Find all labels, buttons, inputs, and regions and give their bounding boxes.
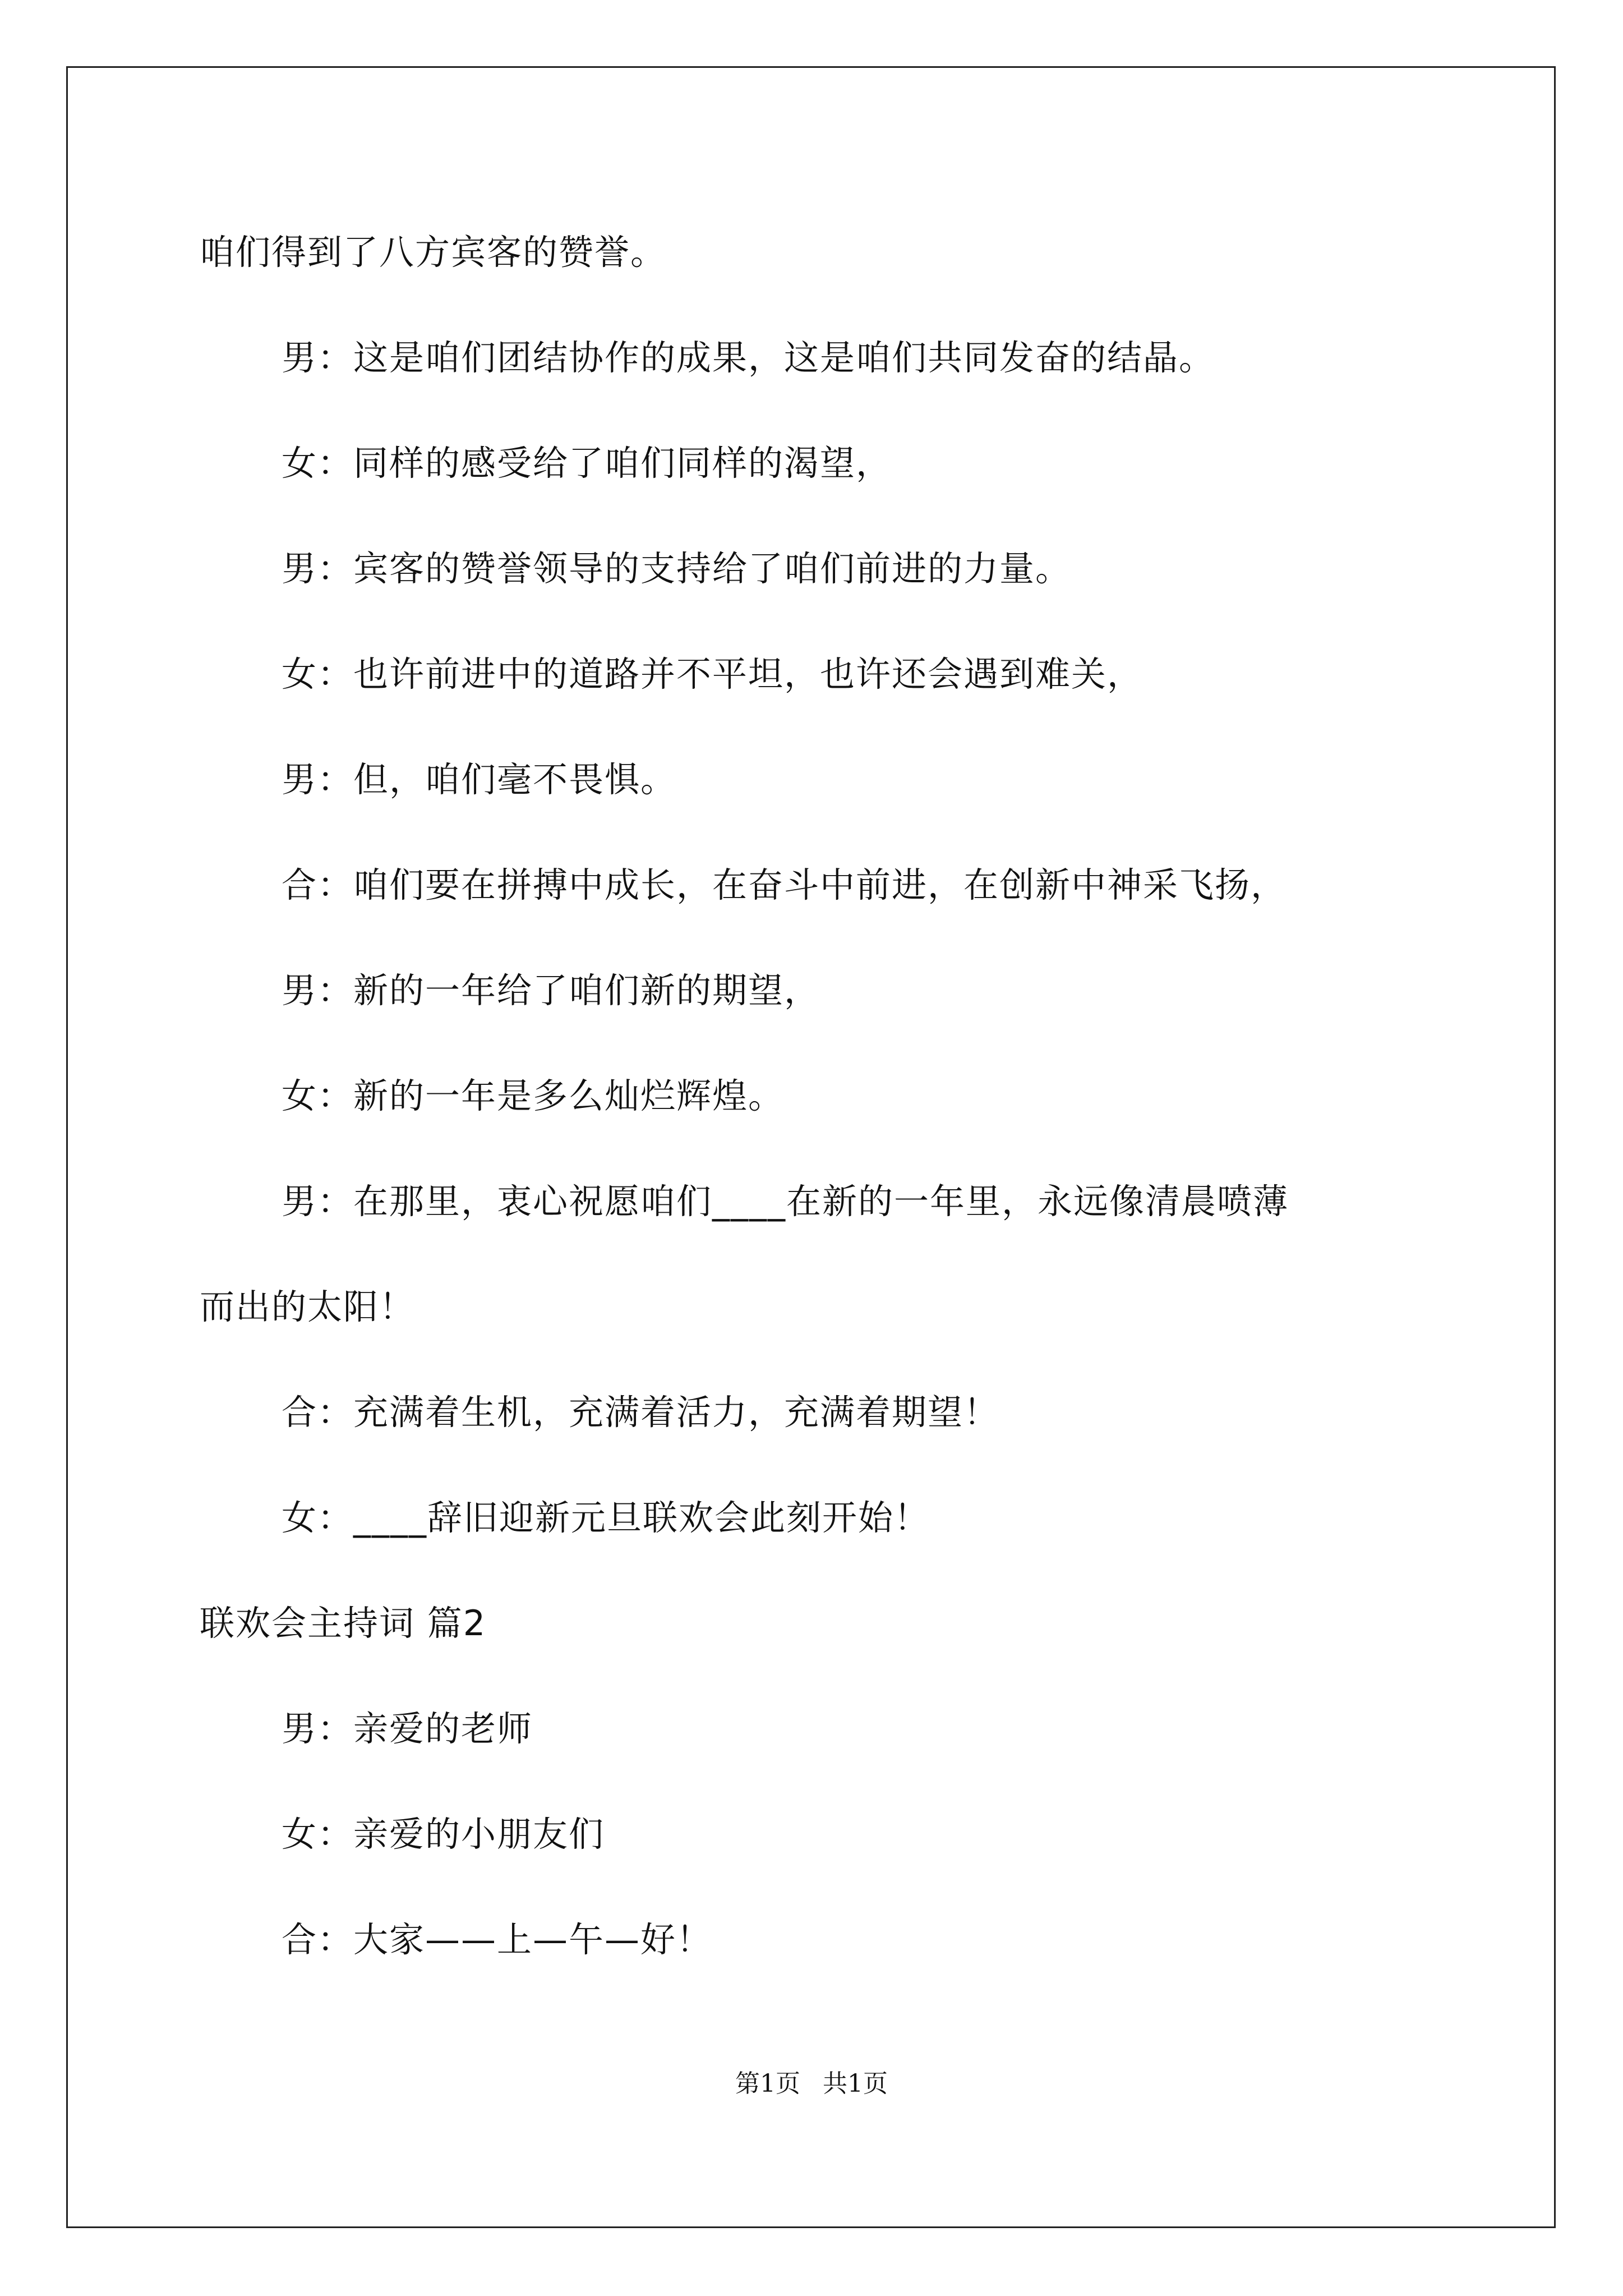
dialogue-line: 女：新的一年是多么灿烂辉煌。 — [282, 1075, 785, 1116]
section-heading: 联欢会主持词 篇2 — [200, 1603, 487, 1644]
dialogue-line: 女：也许前进中的道路并不平坦，也许还会遇到难关， — [282, 654, 1144, 694]
page-number: 第1页 — [735, 2069, 800, 2098]
dialogue-line: 男：亲爱的老师 — [282, 1708, 533, 1749]
dialogue-line: 合：咱们要在拼搏中成长，在奋斗中前进，在创新中神采飞扬， — [282, 864, 1287, 905]
page-footer — [0, 2067, 1623, 2101]
paragraph-continuation: 咱们得到了八方宾客的赞誉。 — [200, 232, 667, 273]
dialogue-line: 女：亲爱的小朋友们 — [282, 1814, 605, 1855]
dialogue-line: 男：新的一年给了咱们新的期望， — [282, 970, 820, 1011]
dialogue-line: 合：大家——上—午—好！ — [282, 1919, 713, 1960]
dialogue-line: 女：____辞旧迎新元旦联欢会此刻开始！ — [282, 1497, 930, 1538]
dialogue-line-wrap: 而出的太阳！ — [200, 1286, 416, 1327]
dialogue-line: 男：这是咱们团结协作的成果，这是咱们共同发奋的结晶。 — [282, 337, 1215, 378]
dialogue-line: 男：宾客的赞誉领导的支持给了咱们前进的力量。 — [282, 548, 1072, 589]
dialogue-line: 女：同样的感受给了咱们同样的渴望， — [282, 443, 892, 484]
dialogue-line: 男：在那里，衷心祝愿咱们____在新的一年里，永远像清晨喷薄 — [282, 1181, 1289, 1222]
dialogue-line: 男：但，咱们毫不畏惧。 — [282, 759, 677, 800]
page-border — [66, 66, 1556, 2228]
page-total: 共1页 — [823, 2069, 888, 2098]
dialogue-line: 合：充满着生机，充满着活力，充满着期望！ — [282, 1392, 1000, 1433]
